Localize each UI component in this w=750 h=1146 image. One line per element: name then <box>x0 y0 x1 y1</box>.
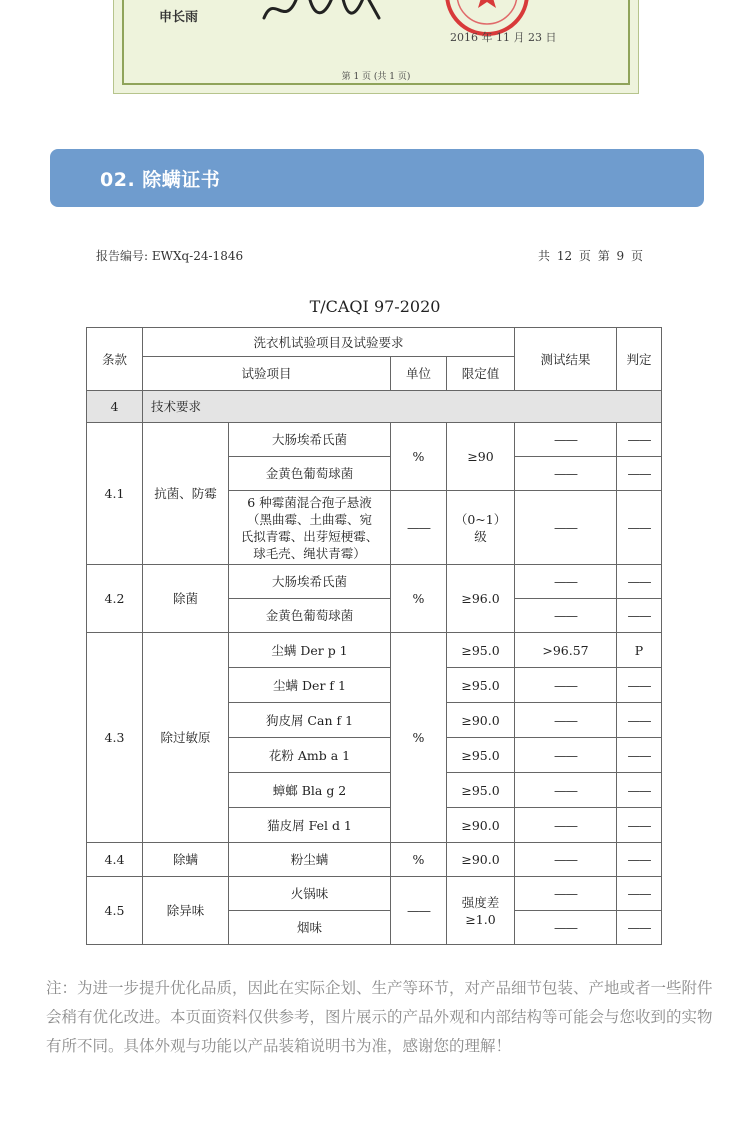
result-cell: —— <box>515 911 617 945</box>
banner-title: 02. 除螨证书 <box>100 169 221 191</box>
unit-cell: % <box>391 633 447 843</box>
header-verdict: 判定 <box>617 328 662 391</box>
result-cell: —— <box>515 423 617 457</box>
item-line: （黑曲霉、土曲霉、宛 <box>246 511 372 527</box>
verdict-cell: —— <box>617 457 662 491</box>
table-row <box>87 565 662 599</box>
limit-cell <box>447 491 515 565</box>
result-cell: —— <box>515 457 617 491</box>
result-cell: >96.57 <box>515 633 617 668</box>
limit-cell: ≥90 <box>447 423 515 491</box>
result-cell: —— <box>515 668 617 703</box>
certificate-fragment <box>113 0 639 94</box>
item-cell: 尘螨 Der f 1 <box>229 668 391 703</box>
handwritten-signature <box>254 0 394 28</box>
section-clause: 4 <box>87 391 143 423</box>
item-cell: 大肠埃希氏菌 <box>229 423 391 457</box>
verdict-cell: P <box>617 633 662 668</box>
standard-code: T/CAQI 97-2020 <box>309 297 441 316</box>
result-cell: —— <box>515 843 617 877</box>
unit-cell: % <box>391 565 447 633</box>
item-cell: 粉尘螨 <box>229 843 391 877</box>
report-page-count: 共 12 页 第 9 页 <box>538 249 643 263</box>
result-cell: —— <box>515 773 617 808</box>
limit-line: ≥1.0 <box>465 911 496 927</box>
header-item: 试验项目 <box>143 357 391 391</box>
result-cell: —— <box>515 491 617 565</box>
unit-cell: % <box>391 423 447 491</box>
certificate-date: 2016 年 11 月 23 日 <box>450 31 557 44</box>
result-cell: —— <box>515 808 617 843</box>
disclaimer-note: 注：为进一步提升优化品质，因此在实际企划、生产等环节，对产品细节包装、产地或者一些附件会稍有优化改进。本页面资料仅供参考，图片展示的产品外观和内部结构等可能会与您收到的实物有所不同。具体外观与功能以产品装箱说明书为准，感谢您的理解！ <box>46 979 713 1055</box>
table-row <box>87 633 662 668</box>
limit-cell: ≥90.0 <box>447 808 515 843</box>
result-cell: —— <box>515 565 617 599</box>
item-cell: 蟑螂 Bla g 2 <box>229 773 391 808</box>
verdict-cell: —— <box>617 668 662 703</box>
table-row <box>87 391 662 423</box>
verdict-cell: —— <box>617 423 662 457</box>
verdict-cell: —— <box>617 808 662 843</box>
item-cell: 大肠埃希氏菌 <box>229 565 391 599</box>
certificate-page-number: 第 1 页 (共 1 页) <box>341 72 411 82</box>
section-title: 技术要求 <box>143 391 662 423</box>
result-cell: —— <box>515 877 617 911</box>
item-cell: 狗皮屑 Can f 1 <box>229 703 391 738</box>
item-cell: 尘螨 Der p 1 <box>229 633 391 668</box>
header-clause: 条款 <box>87 328 143 391</box>
verdict-cell: —— <box>617 843 662 877</box>
report-number: 报告编号: EWXq-24-1846 <box>96 249 244 263</box>
clause-cell: 4.4 <box>87 843 143 877</box>
item-cell: 金黄色葡萄球菌 <box>229 599 391 633</box>
item-line: 球毛壳、绳状青霉） <box>253 545 366 561</box>
item-line: 氏拟青霉、出芽短梗霉、 <box>240 528 379 544</box>
limit-cell: ≥95.0 <box>447 738 515 773</box>
item-cell: 烟味 <box>229 911 391 945</box>
result-cell: —— <box>515 599 617 633</box>
limit-cell: ≥95.0 <box>447 773 515 808</box>
category-cell: 除异味 <box>143 877 229 945</box>
table-header-row <box>87 328 662 357</box>
limit-line: 级 <box>474 528 487 544</box>
category-cell: 除螨 <box>143 843 229 877</box>
section-banner <box>50 149 704 207</box>
verdict-cell: —— <box>617 599 662 633</box>
limit-cell: ≥95.0 <box>447 668 515 703</box>
table-row <box>87 843 662 877</box>
limit-cell: ≥95.0 <box>447 633 515 668</box>
item-cell <box>229 491 391 565</box>
certificate-signer-name: 申长雨 <box>159 10 199 25</box>
category-cell: 除过敏原 <box>143 633 229 843</box>
test-requirements-table <box>86 327 662 945</box>
limit-cell <box>447 877 515 945</box>
table-row <box>87 877 662 911</box>
result-cell: —— <box>515 703 617 738</box>
category-cell: 除菌 <box>143 565 229 633</box>
verdict-cell: —— <box>617 911 662 945</box>
header-limit: 限定值 <box>447 357 515 391</box>
header-group: 洗衣机试验项目及试验要求 <box>143 328 515 357</box>
item-cell: 火锅味 <box>229 877 391 911</box>
verdict-cell: —— <box>617 773 662 808</box>
item-cell: 金黄色葡萄球菌 <box>229 457 391 491</box>
verdict-cell: —— <box>617 491 662 565</box>
clause-cell: 4.3 <box>87 633 143 843</box>
header-unit: 单位 <box>391 357 447 391</box>
table-row <box>87 423 662 457</box>
item-cell: 花粉 Amb a 1 <box>229 738 391 773</box>
item-cell: 猫皮屑 Fel d 1 <box>229 808 391 843</box>
category-cell: 抗菌、防霉 <box>143 423 229 565</box>
limit-cell: ≥96.0 <box>447 565 515 633</box>
result-cell: —— <box>515 738 617 773</box>
verdict-cell: —— <box>617 565 662 599</box>
clause-cell: 4.5 <box>87 877 143 945</box>
clause-cell: 4.1 <box>87 423 143 565</box>
unit-cell: % <box>391 843 447 877</box>
item-line: 6 种霉菌混合孢子悬液 <box>247 494 372 510</box>
unit-cell: —— <box>391 491 447 565</box>
limit-cell: ≥90.0 <box>447 703 515 738</box>
unit-cell: —— <box>391 877 447 945</box>
header-result: 测试结果 <box>515 328 617 391</box>
verdict-cell: —— <box>617 703 662 738</box>
clause-cell: 4.2 <box>87 565 143 633</box>
limit-line: 强度差 <box>461 894 500 910</box>
verdict-cell: —— <box>617 877 662 911</box>
verdict-cell: —— <box>617 738 662 773</box>
limit-line: （0~1） <box>454 511 507 527</box>
limit-cell: ≥90.0 <box>447 843 515 877</box>
